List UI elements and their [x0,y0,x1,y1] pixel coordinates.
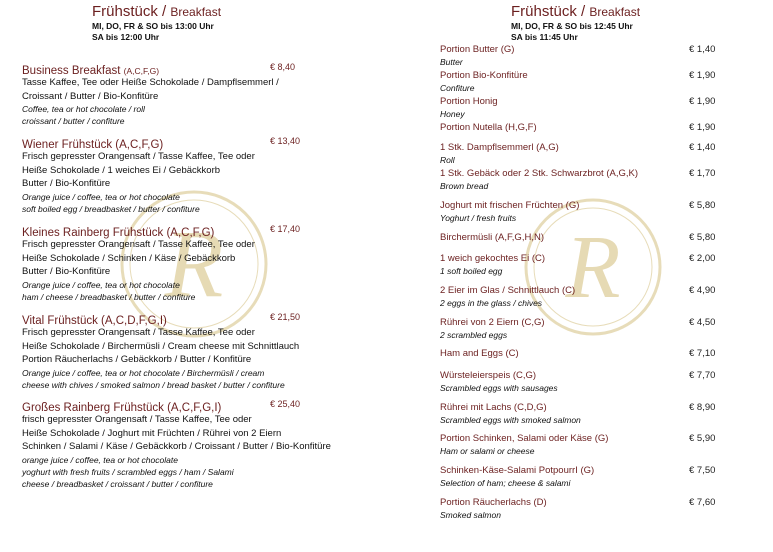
title-en: Breakfast [589,5,641,19]
title-en: Breakfast [170,5,222,19]
item-price: € 7,50 [689,465,716,476]
item-allergens: (A,C,F,G) [123,66,160,76]
item-price: € 17,40 [270,224,301,234]
menu-item-vital-fruehstueck: Vital Frühstück (A,C,D,F,G,I) € 21,50 Frisch gepresster Orangensaft / Tasse Kaffee, Tee oder Heiße Schokolade / Birchermüsli / Cream cheese mit Schnittlauch Portion Räucherlachs / Gebäckkorb / Butter / Konfitüre Orange juice / coffee, tea or hot chocolate / Birchermüsli / cream cheese with chives / smoked salmon / bread basket / butter / confiture [22,312,301,390]
item-name: Rührei von 2 Eiern (C,G) [440,317,545,328]
menu-item-ham-and-eggs [440,347,716,360]
item-name: Joghurt mit frischen Früchten (G) [440,200,580,211]
watermark-letter: R [565,218,621,317]
menu-item-honig: Portion Honig € 1,90 Honey [440,96,716,119]
menu-item-eier-im-glas: 2 Eier im Glas / Schnittlauch (C) € 4,90 2 eggs in the glass / chives [440,285,716,308]
item-price: € 1,40 [689,44,716,55]
item-price: € 1,90 [689,96,716,107]
item-price: € 7,70 [689,370,716,381]
menu-item-kleines-rainberg: Kleines Rainberg Frühstück (A,C,F,G) € 17,40 Frisch gepresster Orangensaft / Tasse Kaffee, Tee oder Heiße Schokolade / Schinken / Käse / Gebäckkorb Butter / Bio-Konfitüre Orange juice / coffee, tea or hot chocolate ham / cheese / breadbasket / butter / confiture [22,224,301,302]
item-price: € 1,90 [689,122,716,133]
item-price: € 8,90 [689,402,716,413]
item-price: € 5,80 [689,200,716,211]
menu-item-raeucherlachs: Portion Räucherlachs (D) € 7,60 Smoked salmon [440,497,716,520]
item-name: Portion Nutella (H,G,F) [440,122,537,133]
menu-item-wuersteleierspeis: Würsteleierspeis (C,G) € 7,70 Scrambled eggs with sausages [440,370,716,393]
item-price: € 1,70 [689,168,716,179]
item-name: 1 Stk. Gebäck oder 2 Stk. Schwarzbrot (A,G,K) [440,168,638,179]
menu-item-business-breakfast: Business Breakfast (A,C,F,G) € 8,40 Tasse Kaffee, Tee oder Heiße Schokolade / Dampflsemmerl / Croissant / Butter / Bio-Konfitüre Coffee, tea or hot chocolate / roll croissant / butter / confiture [22,62,296,127]
item-price: € 1,40 [689,142,716,153]
menu-item-gebaeck-schwarzbrot: 1 Stk. Gebäck oder 2 Stk. Schwarzbrot (A,G,K) € 1,70 Brown bread [440,168,716,191]
item-price: € 25,40 [270,399,301,409]
menu-item-nutella [440,121,716,134]
menu-item-potpourri: Schinken-Käse-Salami PotpourrI (G) € 7,50 Selection of ham; cheese & salami [440,465,716,488]
menu-item-dampflsemmerl: 1 Stk. Dampflsemmerl (A,G) € 1,40 Roll [440,142,716,165]
item-price: € 21,50 [270,312,301,322]
item-name: Großes Rainberg Frühstück (A,C,F,G,I) [22,402,222,414]
item-name: Portion Räucherlachs (D) [440,497,547,508]
item-name: Vital Frühstück (A,C,D,F,G,I) [22,315,167,327]
menu-item-ruehrei: Rührei von 2 Eiern (C,G) € 4,50 2 scrambled eggs [440,317,716,340]
item-name: Würsteleierspeis (C,G) [440,370,537,381]
item-price: € 1,90 [689,70,716,81]
item-price: € 13,40 [270,136,301,146]
item-name: 2 Eier im Glas / Schnittlauch (C) [440,285,576,296]
item-price: € 7,10 [689,348,716,359]
item-price: € 2,00 [689,253,716,264]
menu-item-birchermuesli [440,231,716,244]
item-name: Portion Bio-Konfitüre [440,70,528,81]
title-de: Frühstück [92,3,158,20]
menu-item-joghurt: Joghurt mit frischen Früchten (G) € 5,80 Yoghurt / fresh fruits [440,200,716,223]
item-name: Schinken-Käse-Salami PotpourrI (G) [440,465,595,476]
right-opening-hours: MI, DO, FR & SO bis 12:45 Uhr SA bis 11:45 Uhr [511,21,633,42]
item-name: Birchermüsli (A,F,G,H,N) [440,232,544,243]
menu-item-grosses-rainberg: Großes Rainberg Frühstück (A,C,F,G,I) € 25,40 frisch gepresster Orangensaft / Tasse Kaffee, Tee oder Heiße Schokolade / Joghurt mit Früchten / Rührei von 2 Eiern Schinken / Salami / Käse / Gebäckkorb / Croissant / Butter / Bio-Konfitüre orange juice / coffee, tea or hot chocolate yoghurt with fresh fruits / scrambled eggs / ham / Salami cheese / breadbasket / croissant / butter / confiture [22,399,331,490]
item-price: € 4,50 [689,317,716,328]
left-opening-hours: MI, DO, FR & SO bis 13:00 Uhr SA bis 12:00 Uhr [92,21,214,42]
left-menu-title: Frühstück / Breakfast [92,3,222,20]
watermark-letter: R [164,210,224,317]
item-price: € 8,40 [270,62,296,72]
item-name: Portion Honig [440,96,498,107]
menu-item-wiener-fruehstueck: Wiener Frühstück (A,C,F,G) € 13,40 Frisch gepresster Orangensaft / Tasse Kaffee, Tee oder Heiße Schokolade / 1 weiches Ei / Gebäckkorb Butter / Bio-Konfitüre Orange juice / coffee, tea or hot chocolate soft boiled egg / breadbasket / butter / confiture [22,136,301,214]
menu-item-butter: Portion Butter (G) € 1,40 Butter [440,44,716,67]
item-name: Business Breakfast [22,65,121,77]
item-name: 1 weich gekochtes Ei (C) [440,253,546,264]
item-name: Kleines Rainberg Frühstück (A,C,F,G) [22,227,215,239]
item-name: Ham and Eggs (C) [440,348,519,359]
item-name: Portion Schinken, Salami oder Käse (G) [440,433,609,444]
item-name: 1 Stk. Dampflsemmerl (A,G) [440,142,559,153]
menu-item-ruehrei-lachs: Rührei mit Lachs (C,D,G) € 8,90 Scrambled eggs with smoked salmon [440,402,716,425]
menu-item-bio-konfituere: Portion Bio-Konfitüre € 1,90 Confiture [440,70,716,93]
menu-item-schinken-salami-kaese: Portion Schinken, Salami oder Käse (G) € 5,90 Ham or salami or cheese [440,433,716,456]
item-price: € 5,80 [689,232,716,243]
menu-item-weiches-ei: 1 weich gekochtes Ei (C) € 2,00 1 soft boiled egg [440,253,716,276]
item-name: Rührei mit Lachs (C,D,G) [440,402,547,413]
item-name: Portion Butter (G) [440,44,515,55]
right-menu-title: Frühstück / Breakfast [511,3,641,20]
title-de: Frühstück [511,3,577,20]
item-price: € 7,60 [689,497,716,508]
item-price: € 4,90 [689,285,716,296]
item-name: Wiener Frühstück (A,C,F,G) [22,139,164,151]
item-price: € 5,90 [689,433,716,444]
